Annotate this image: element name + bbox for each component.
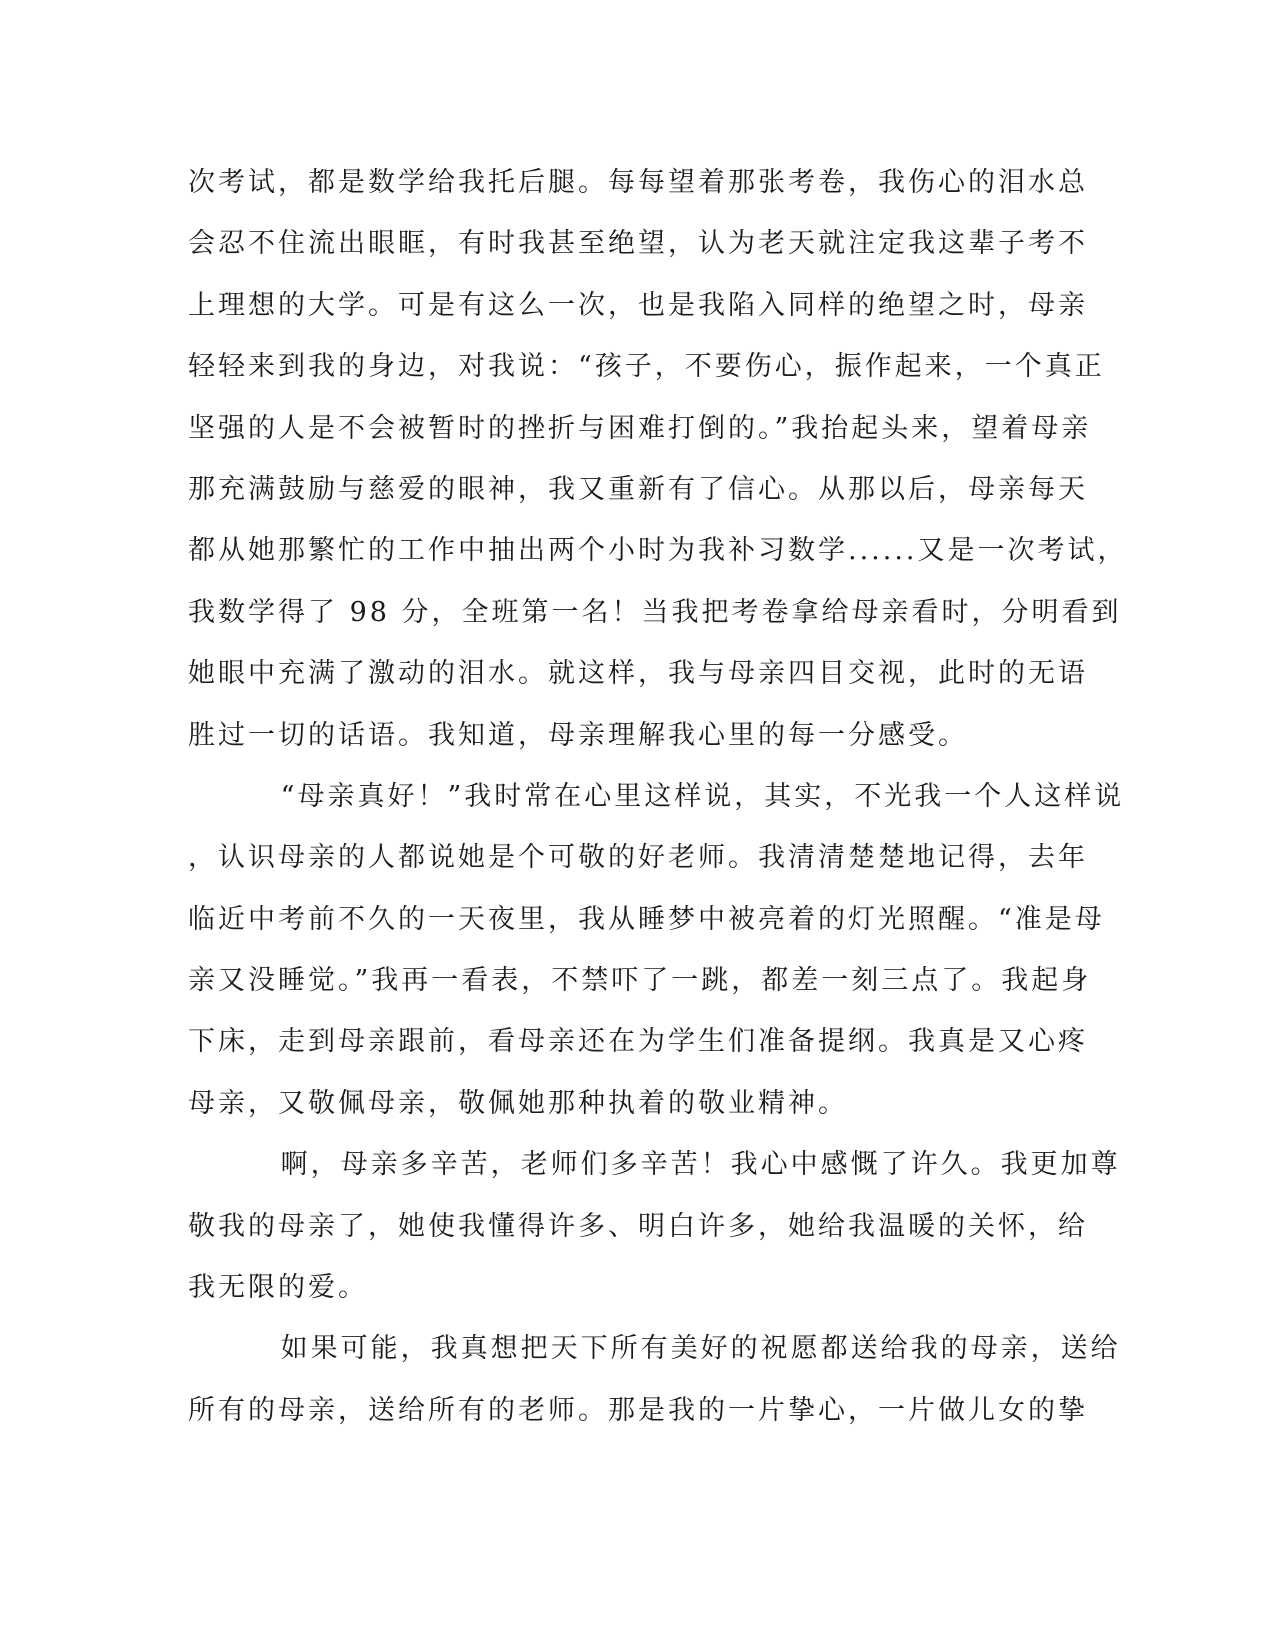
- text-line: “母亲真好！”我时常在心里这样说，其实，不光我一个人这样说: [188, 780, 1125, 812]
- text-line: 下床，走到母亲跟前，看母亲还在为学生们准备提纲。我真是又心疼: [188, 1026, 1088, 1058]
- text-line: 如果可能，我真想把天下所有美好的祝愿都送给我的母亲，送给: [188, 1333, 1121, 1365]
- text-line: 都从她那繁忙的工作中抽出两个小时为我补习数学......又是一次考试，: [188, 535, 1128, 567]
- text-line: 会忍不住流出眼眶，有时我甚至绝望，认为老天就注定我这辈子考不: [188, 228, 1088, 260]
- text-line: 那充满鼓励与慈爱的眼神，我又重新有了信心。从那以后，母亲每天: [188, 473, 1088, 505]
- text-line: 啊，母亲多辛苦，老师们多辛苦！我心中感慨了许久。我更加尊: [188, 1149, 1121, 1181]
- text-line: 轻轻来到我的身边，对我说：“孩子，不要伤心，振作起来，一个真正: [188, 351, 1105, 383]
- text-line: 她眼中充满了激动的泪水。就这样，我与母亲四目交视，此时的无语: [188, 658, 1088, 690]
- text-line: 亲又没睡觉。”我再一看表，不禁吓了一跳，都差一刻三点了。我起身: [188, 965, 1092, 997]
- text-line: ，认识母亲的人都说她是个可敬的好老师。我清清楚楚地记得，去年: [188, 842, 1088, 874]
- text-line: 我无限的爱。: [188, 1272, 368, 1304]
- text-line: 我数学得了 98 分，全班第一名！当我把考卷拿给母亲看时，分明看到: [188, 596, 1122, 628]
- text-line: 胜过一切的话语。我知道，母亲理解我心里的每一分感受。: [188, 719, 968, 751]
- text-line: 上理想的大学。可是有这么一次，也是我陷入同样的绝望之时，母亲: [188, 289, 1088, 321]
- document-body: [188, 163, 1128, 1452]
- text-line: 坚强的人是不会被暂时的挫折与困难打倒的。”我抬起头来，望着母亲: [188, 412, 1092, 444]
- text-line: 敬我的母亲了，她使我懂得许多、明白许多，她给我温暖的关怀，给: [188, 1210, 1088, 1242]
- text-line: 临近中考前不久的一天夜里，我从睡梦中被亮着的灯光照醒。“准是母: [188, 903, 1105, 935]
- text-line: 所有的母亲，送给所有的老师。那是我的一片挚心，一片做儿女的挚: [188, 1394, 1088, 1426]
- text-line: 次考试，都是数学给我托后腿。每每望着那张考卷，我伤心的泪水总: [188, 167, 1088, 198]
- text-line: 母亲，又敬佩母亲，敬佩她那种执着的敬业精神。: [188, 1087, 848, 1119]
